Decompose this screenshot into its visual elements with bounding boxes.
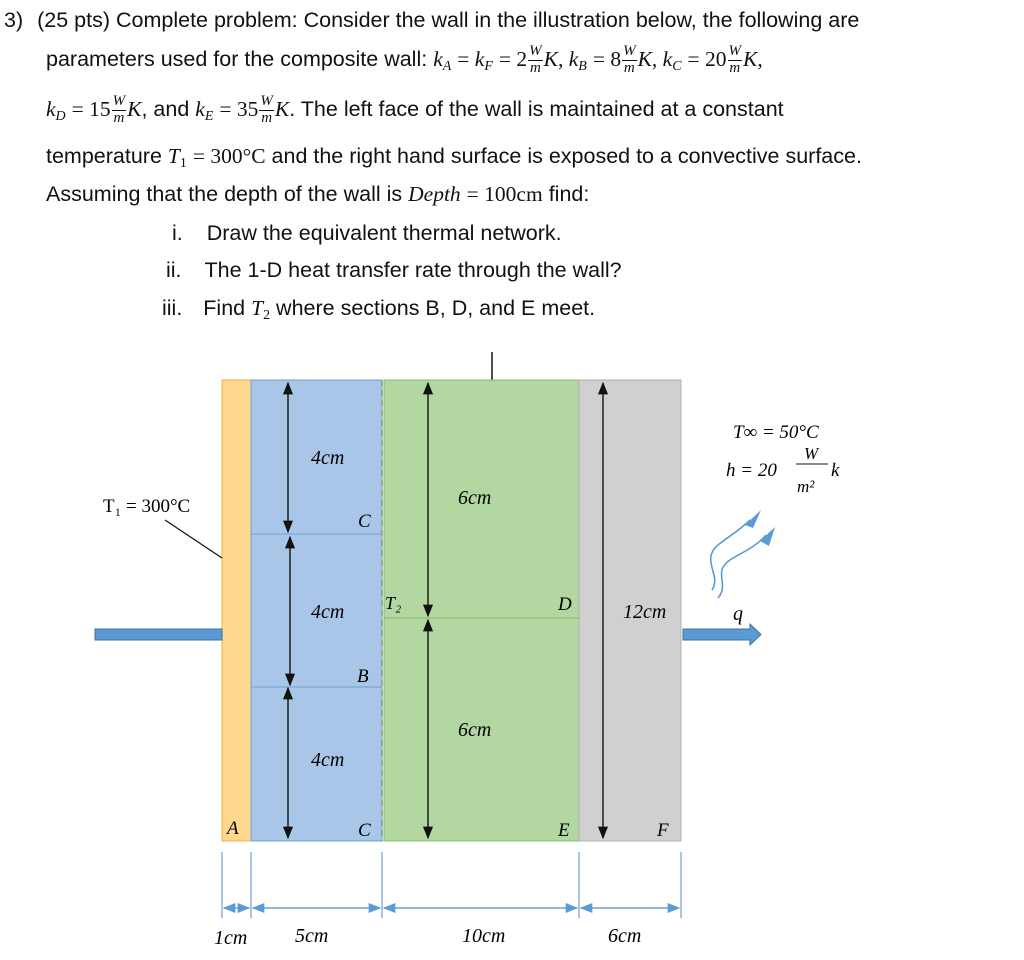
- kA-symbol: k: [433, 46, 443, 71]
- line3-tail: . The left face of the wall is maintained at a constant: [289, 96, 784, 121]
- kB-sub: B: [578, 58, 587, 74]
- problem-points: (25 pts): [37, 8, 110, 32]
- kE-symbol: k: [195, 96, 205, 121]
- kD-symbol: k: [46, 96, 56, 121]
- height-label-e: 6cm: [458, 719, 492, 741]
- problem-intro: Complete problem: Consider the wall in the illustration below, the following are: [115, 8, 860, 32]
- h-unit-numerator: W: [804, 444, 819, 463]
- T1-value: = 300°C: [192, 144, 266, 168]
- problem-line-2: parameters used for the composite wall: $k_A = k_F = 2$ $\frac{W}{m}$ K, $k_B = 8$ $\frac{W}{m}$ K, $k_C = 20$ $\frac{W}{m}$ K,: [46, 43, 763, 76]
- unit-fraction: $\frac{W}{m}$: [260, 93, 273, 126]
- height-label-c-bottom: 4cm: [311, 749, 345, 771]
- h-coefficient-label: h = 20: [726, 460, 777, 481]
- line5-prefix: Assuming that the depth of the wall is: [46, 182, 403, 206]
- t-infinity-label: T∞ = 50°C: [733, 422, 819, 443]
- problem-number: 3): [4, 8, 24, 32]
- convection-arrowhead-1: [745, 510, 761, 528]
- incoming-heat-arrow: [95, 629, 222, 640]
- kD-sub: D: [55, 108, 66, 124]
- outgoing-heat-arrow: [683, 624, 761, 645]
- kE-value: 35: [236, 96, 259, 121]
- kB-value: 8: [610, 46, 622, 71]
- convection-wave-1: [711, 520, 750, 590]
- line5-tail: find:: [548, 182, 590, 206]
- task-text: Find: [203, 296, 246, 320]
- height-label-c-top: 4cm: [311, 447, 345, 469]
- t1-label: T₁ = 300°C: [103, 496, 191, 517]
- section-label-c-bottom: C: [358, 820, 371, 841]
- depth-symbol: Depth: [408, 182, 461, 206]
- eq-sign: =: [457, 46, 475, 71]
- kF-sub: F: [484, 58, 493, 74]
- task-number: ii.: [166, 258, 182, 282]
- eq-sign: =: [498, 46, 517, 71]
- section-a-rect: [222, 380, 251, 841]
- task-text: where sections B, D, and E meet.: [276, 296, 596, 320]
- and-text: , and: [141, 96, 190, 121]
- kAF-value: 2: [516, 46, 528, 71]
- line4-tail: and the right hand surface is exposed to a convective surface.: [271, 144, 862, 168]
- unit-fraction: $\frac{W}{m}$: [529, 43, 542, 76]
- width-label-b: 5cm: [295, 925, 329, 947]
- width-label-a: 1cm: [214, 927, 248, 949]
- kD-value: 15: [89, 96, 111, 121]
- t1-leader-line: [165, 520, 222, 558]
- task-number: iii.: [162, 296, 183, 320]
- T1-sub: 1: [179, 156, 187, 171]
- width-label-d: 10cm: [462, 925, 506, 947]
- width-label-f: 6cm: [608, 925, 642, 947]
- section-label-e: E: [558, 820, 570, 841]
- T2-sub: 2: [263, 308, 271, 323]
- convection-arrowhead-2: [760, 527, 775, 546]
- T2-symbol: T: [251, 296, 264, 320]
- T1-symbol: T: [167, 144, 180, 168]
- height-label-f: 12cm: [623, 601, 667, 623]
- line2-prefix: parameters used for the composite wall:: [46, 46, 428, 71]
- heat-flux-q-label: q: [733, 603, 743, 625]
- section-label-f: F: [657, 820, 669, 841]
- task-text: The 1-D heat transfer rate through the wall?: [204, 258, 622, 282]
- problem-line-3: $k_D = 15$ $\frac{W}{m}$ K, and $k_E = 35$ $\frac{W}{m}$ K. The left face of the wall is maintained at a constant: [46, 93, 784, 126]
- section-label-d: D: [558, 594, 572, 615]
- height-label-b: 4cm: [311, 601, 345, 623]
- task-text: Draw the equivalent thermal network.: [206, 221, 562, 245]
- kA-sub: A: [442, 58, 452, 74]
- h-unit-k: k: [831, 460, 840, 481]
- kF-symbol: k: [474, 46, 485, 71]
- section-label-a: A: [227, 818, 239, 839]
- kE-sub: E: [204, 108, 214, 124]
- kC-value: 20: [705, 46, 727, 71]
- kC-symbol: k: [662, 46, 673, 71]
- task-number: i.: [172, 221, 183, 245]
- kC-sub: C: [672, 58, 682, 74]
- depth-value: = 100cm: [466, 182, 543, 206]
- h-unit-denominator: m²: [797, 477, 815, 496]
- height-label-d: 6cm: [458, 487, 492, 509]
- kB-symbol: k: [568, 46, 579, 71]
- line4-prefix: temperature: [46, 144, 162, 168]
- section-label-b: B: [357, 666, 369, 687]
- unit-fraction: $\frac{W}{m}$: [728, 43, 742, 76]
- unit-fraction: $\frac{W}{m}$: [112, 93, 126, 126]
- unit-fraction: $\frac{W}{m}$: [623, 43, 636, 76]
- convection-wave-2: [718, 535, 766, 598]
- t2-label: T₂: [385, 593, 402, 613]
- section-label-c-top: C: [358, 511, 371, 532]
